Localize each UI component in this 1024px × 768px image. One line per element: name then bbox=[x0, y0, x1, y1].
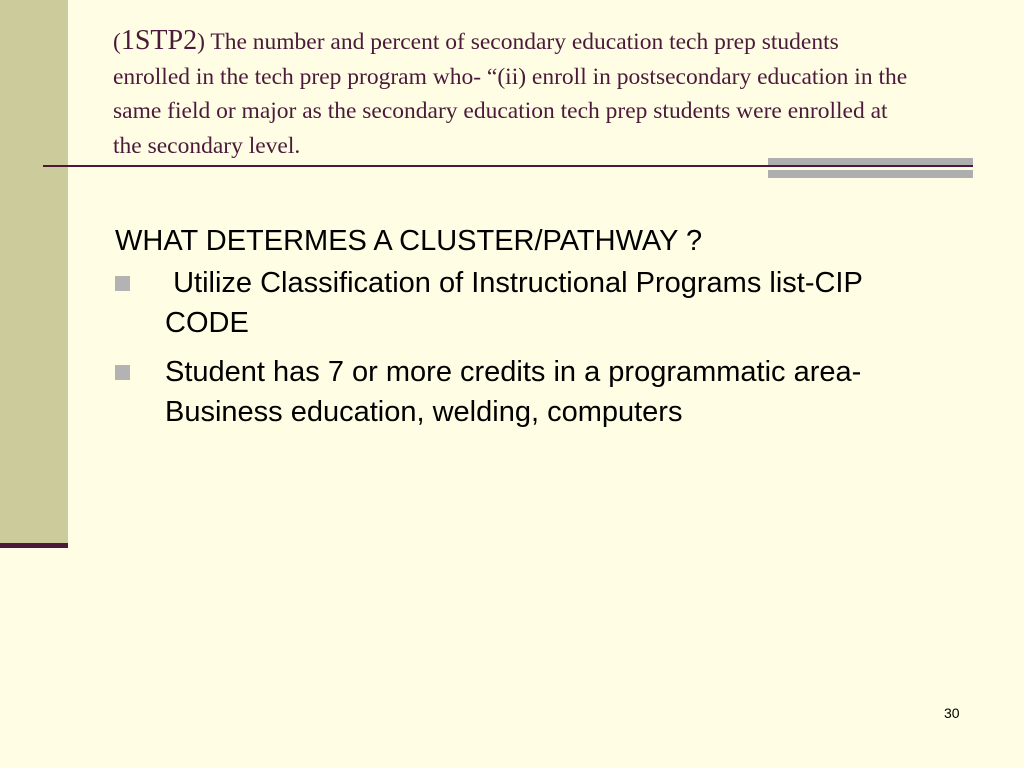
title-divider bbox=[43, 165, 973, 167]
slide-title bbox=[113, 24, 913, 163]
slide-body bbox=[115, 221, 945, 441]
square-bullet-icon bbox=[115, 276, 130, 291]
square-bullet-icon bbox=[115, 365, 130, 380]
bullet-text: Utilize Classification of Instructional Programs list-CIP CODE bbox=[165, 267, 871, 339]
page-number: 30 bbox=[944, 705, 960, 721]
bullet-item bbox=[115, 263, 945, 343]
bullet-list bbox=[115, 263, 945, 432]
left-decorative-band bbox=[0, 0, 68, 545]
bullet-item bbox=[115, 352, 945, 432]
left-band-accent-line bbox=[0, 543, 68, 548]
title-text: ) The number and percent of secondary education tech prep students enrolled in the tech prep program who- “(ii) enroll in postsecondary education in the same field or major as the secondary education tech prep students were enrolled at the secondary level. bbox=[113, 29, 908, 159]
title-gray-bar-gap bbox=[768, 167, 973, 170]
title-open-paren: ( bbox=[113, 29, 121, 55]
section-heading: WHAT DETERMES A CLUSTER/PATHWAY ? bbox=[115, 225, 703, 257]
bullet-text: Student has 7 or more credits in a programmatic area-Business education, welding, computers bbox=[165, 356, 862, 428]
title-code: 1STP2 bbox=[120, 25, 198, 56]
